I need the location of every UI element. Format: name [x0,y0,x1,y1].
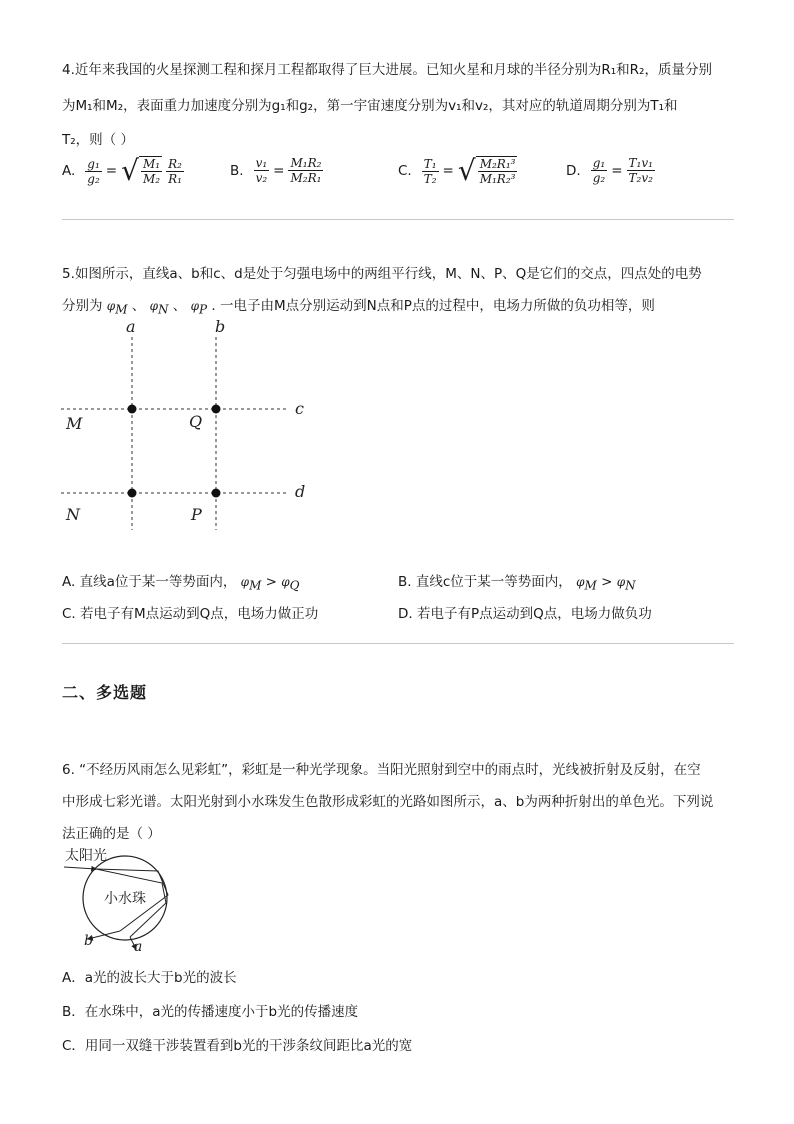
denominator: T₂ [423,171,437,186]
label-b: b [84,933,93,949]
subscript: N [158,302,169,317]
divider [62,219,734,220]
q6-option-a[interactable]: A．a光的波长大于b光的波长 [62,970,237,986]
equals-sign: = [442,163,454,179]
subscript: M [249,578,262,593]
option-label: B. [230,162,244,179]
greater-than: > [596,574,617,590]
denominator: v₂ [255,171,268,185]
fraction [85,157,102,186]
denominator: g₂ [87,171,100,186]
phi-symbol: φ [240,575,250,589]
point-q [212,405,221,414]
point-m [128,405,137,414]
radical-icon: √ [121,154,139,187]
greater-than: > [261,574,282,590]
q4-stem-line2: 为M₁和M₂，表面重力加速度分别为g₁和g₂，第一宇宙速度分别为v₁和v₂，其对应的轨道周期分别为T₁和 [62,98,678,114]
numerator: g₁ [87,156,100,171]
subscript: P [199,302,208,317]
label-c: c [295,399,304,418]
denominator: M₂R₁ [290,171,322,185]
denominator: M₁R₂³ [479,172,516,186]
radical-icon: √ [457,154,476,187]
option-label: D. [566,162,581,179]
label-b: b [215,317,226,336]
q5-stem-line1: 5.如图所示，直线a、b和c、d是处于匀强电场中的两组平行线，M、N、P、Q是它们的交点，四点处的电势 [62,266,702,282]
numerator: T₁ [423,156,437,171]
phi-symbol: φ [281,575,290,589]
q6-stem-line2: 中形成七彩光谱。太阳光射到小水珠发生色散形成彩虹的光路如图所示，a、b为两种折射出的单色光。下列说 [62,794,714,810]
subscript: N [625,578,636,593]
label-a: a [134,939,143,955]
text: 分别为 [62,298,103,314]
section-title: 二、多选题 [62,683,148,702]
q6-option-c[interactable]: C．用同一双缝干涉装置看到b光的干涉条纹间距比a光的宽 [62,1038,413,1054]
numerator: M₂R₁³ [479,157,516,171]
separator: 、 [172,298,187,314]
q6-option-b[interactable]: B．在水珠中，a光的传播速度小于b光的传播速度 [62,1004,359,1020]
option-label: A. [62,163,76,179]
label-p: P [191,505,202,524]
label-water-drop: 小水珠 [104,891,146,907]
label-m: M [66,414,83,433]
subscript: Q [289,578,300,593]
phi-symbol: φ [190,299,199,313]
divider [62,643,734,644]
square-root [121,156,162,186]
numerator: g₁ [592,156,606,170]
option-label: C. [398,163,412,179]
q4-option-c[interactable] [398,156,517,186]
numerator: T₁v₁ [628,156,653,170]
label-q: Q [189,412,203,431]
phi-symbol: φ [576,575,585,589]
phi-symbol: φ [616,575,626,589]
label-d: d [295,482,306,501]
sunlight-ray [64,867,96,869]
point-n [128,489,137,498]
q6-stem-line1: 6. “不经历风雨怎么见彩虹”，彩虹是一种光学现象。当阳光照射到空中的雨点时，光线被折射及反射，在空 [62,762,701,778]
q5-stem-line2 [62,294,655,317]
numerator: R₂ [168,156,182,171]
q4-stem-line3: T₂，则（ ） [62,132,134,148]
q4-option-a[interactable] [62,156,184,186]
denominator: M₂ [142,172,161,186]
phi-symbol: φ [106,299,116,313]
numerator: v₁ [255,156,268,170]
q5-option-b[interactable] [398,570,636,593]
equals-sign: = [273,162,285,179]
denominator: R₁ [168,171,182,186]
square-root [458,156,518,186]
separator: 、 [131,298,146,314]
q5-option-a[interactable] [62,570,300,593]
numerator: M₁R₂ [290,156,322,170]
equals-sign: = [611,162,623,179]
equals-sign: = [105,163,118,179]
point-p [212,489,221,498]
numerator: M₁ [142,157,161,171]
q4-option-b[interactable] [230,156,323,185]
q5-option-d[interactable]: D. 若电子有P点运动到Q点，电场力做负功 [398,606,652,622]
phi-symbol: φ [149,299,158,313]
q5-option-c[interactable]: C. 若电子有M点运动到Q点，电场力做正功 [62,606,319,622]
q6-stem-line3: 法正确的是（ ） [62,826,161,842]
subscript: M [584,578,597,593]
field-diagram [55,315,325,535]
subscript: M [115,302,128,317]
text: . 一电子由M点分别运动到N点和P点的过程中，电场力所做的负功相等，则 [211,298,655,314]
denominator: T₂v₂ [628,171,653,185]
raindrop-diagram [60,843,180,955]
denominator: g₂ [592,171,606,185]
q4-option-d[interactable] [566,156,655,185]
option-text: B. 直线c位于某一等势面内， [398,574,572,590]
label-a: a [126,317,136,336]
q4-stem-line1: 4.近年来我国的火星探测工程和探月工程都取得了巨大进展。已知火星和月球的半径分别为R₁和R₂，质量分别 [62,62,712,78]
label-n: N [66,505,80,524]
option-text: A. 直线a位于某一等势面内， [62,574,237,590]
label-sunlight: 太阳光 [65,848,107,864]
